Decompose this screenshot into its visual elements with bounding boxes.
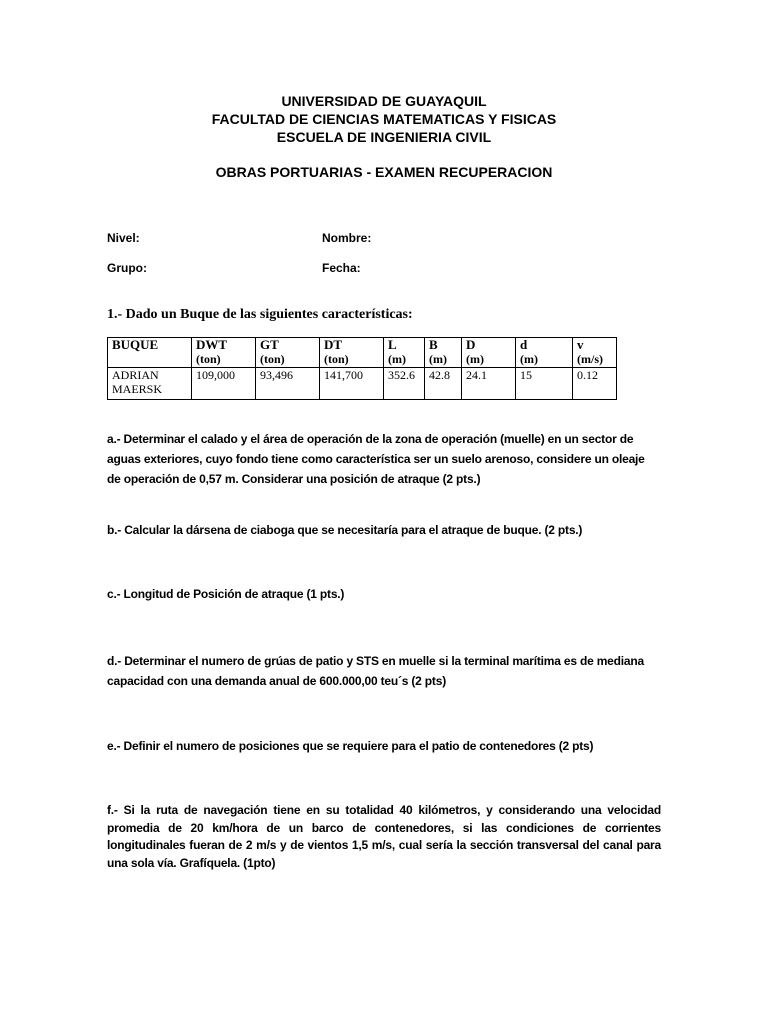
header-depth-unit: (m): [466, 352, 484, 366]
cell-buque-line2: MAERSK: [112, 382, 163, 396]
header-velocity-name: v: [577, 337, 584, 352]
grupo-label: Grupo:: [107, 261, 147, 275]
cell-dwt: 109,000: [192, 368, 256, 400]
cell-l: 352.6: [384, 368, 425, 400]
header-draft-name: d: [520, 337, 528, 352]
header-dwt-name: DWT: [196, 337, 228, 352]
header-l-name: L: [388, 337, 397, 352]
cell-b: 42.8: [425, 368, 462, 400]
item-b: b.- Calcular la dársena de ciaboga que se necesitaría para el atraque de buque. (2 pts.): [107, 523, 583, 537]
cell-draft: 15: [516, 368, 573, 400]
header-gt-name: GT: [260, 337, 279, 352]
header-buque-name: BUQUE: [112, 337, 159, 352]
header-draft: [516, 338, 573, 368]
table-header-row: [108, 338, 617, 368]
cell-gt: 93,496: [256, 368, 320, 400]
header-velocity: [573, 338, 617, 368]
nombre-label: Nombre:: [322, 231, 372, 245]
header-dt: [320, 338, 384, 368]
header-b-unit: (m): [429, 352, 447, 366]
university-name: UNIVERSIDAD DE GUAYAQUIL: [281, 93, 487, 109]
header-l: [384, 338, 425, 368]
header-b-name: B: [429, 337, 438, 352]
header-depth-name: D: [466, 337, 476, 352]
header-velocity-unit: (m/s): [577, 352, 603, 366]
header-dwt-unit: (ton): [196, 352, 221, 366]
table-row: [108, 368, 617, 400]
header-b: [425, 338, 462, 368]
header-gt: [256, 338, 320, 368]
header-dt-name: DT: [324, 337, 343, 352]
header-l-unit: (m): [388, 352, 406, 366]
question-1: 1.- Dado un Buque de las siguientes características:: [107, 307, 413, 322]
faculty-name: FACULTAD DE CIENCIAS MATEMATICAS Y FISICAS: [211, 111, 557, 127]
exam-title: OBRAS PORTUARIAS - EXAMEN RECUPERACION: [215, 164, 553, 180]
cell-buque: [108, 368, 192, 400]
header-buque: [108, 338, 192, 368]
nivel-label: Nivel:: [107, 231, 140, 245]
item-e: e.- Definir el numero de posiciones que se requiere para el patio de contenedores (2 pts): [107, 739, 594, 753]
header-depth: [462, 338, 516, 368]
fecha-label: Fecha:: [322, 261, 361, 275]
item-c: c.- Longitud de Posición de atraque (1 pts.): [107, 587, 345, 601]
ship-characteristics-table: [107, 337, 617, 400]
school-name: ESCUELA DE INGENIERIA CIVIL: [276, 129, 492, 145]
header-gt-unit: (ton): [260, 352, 285, 366]
item-d: d.- Determinar el numero de grúas de patio y STS en muelle si la terminal marítima es de mediana capacidad con una demanda anual de 600.000,00 teu´s (2 pts): [107, 654, 644, 688]
item-f: f.- Si la ruta de navegación tiene en su totalidad 40 kilómetros, y considerando una velocidad promedia de 20 km/hora de un barco de contenedores, si las condiciones de corrientes longitudinales fueran de 2 m/s y de vientos 1,5 m/s, cual sería la sección transversal del canal para una sola vía. Grafíquela. (1pto): [107, 803, 661, 870]
cell-buque-line1: ADRIAN: [112, 368, 159, 382]
item-a: a.- Determinar el calado y el área de operación de la zona de operación (muelle) en un sector de aguas exteriores, cuyo fondo tiene como característica ser un suelo arenoso, considere un oleaje de operación de 0,57 m. Considerar una posición de atraque (2 pts.): [107, 432, 645, 486]
header-dwt: [192, 338, 256, 368]
cell-velocity: 0.12: [573, 368, 617, 400]
header-dt-unit: (ton): [324, 352, 349, 366]
cell-depth: 24.1: [462, 368, 516, 400]
header-draft-unit: (m): [520, 352, 538, 366]
cell-dt: 141,700: [320, 368, 384, 400]
